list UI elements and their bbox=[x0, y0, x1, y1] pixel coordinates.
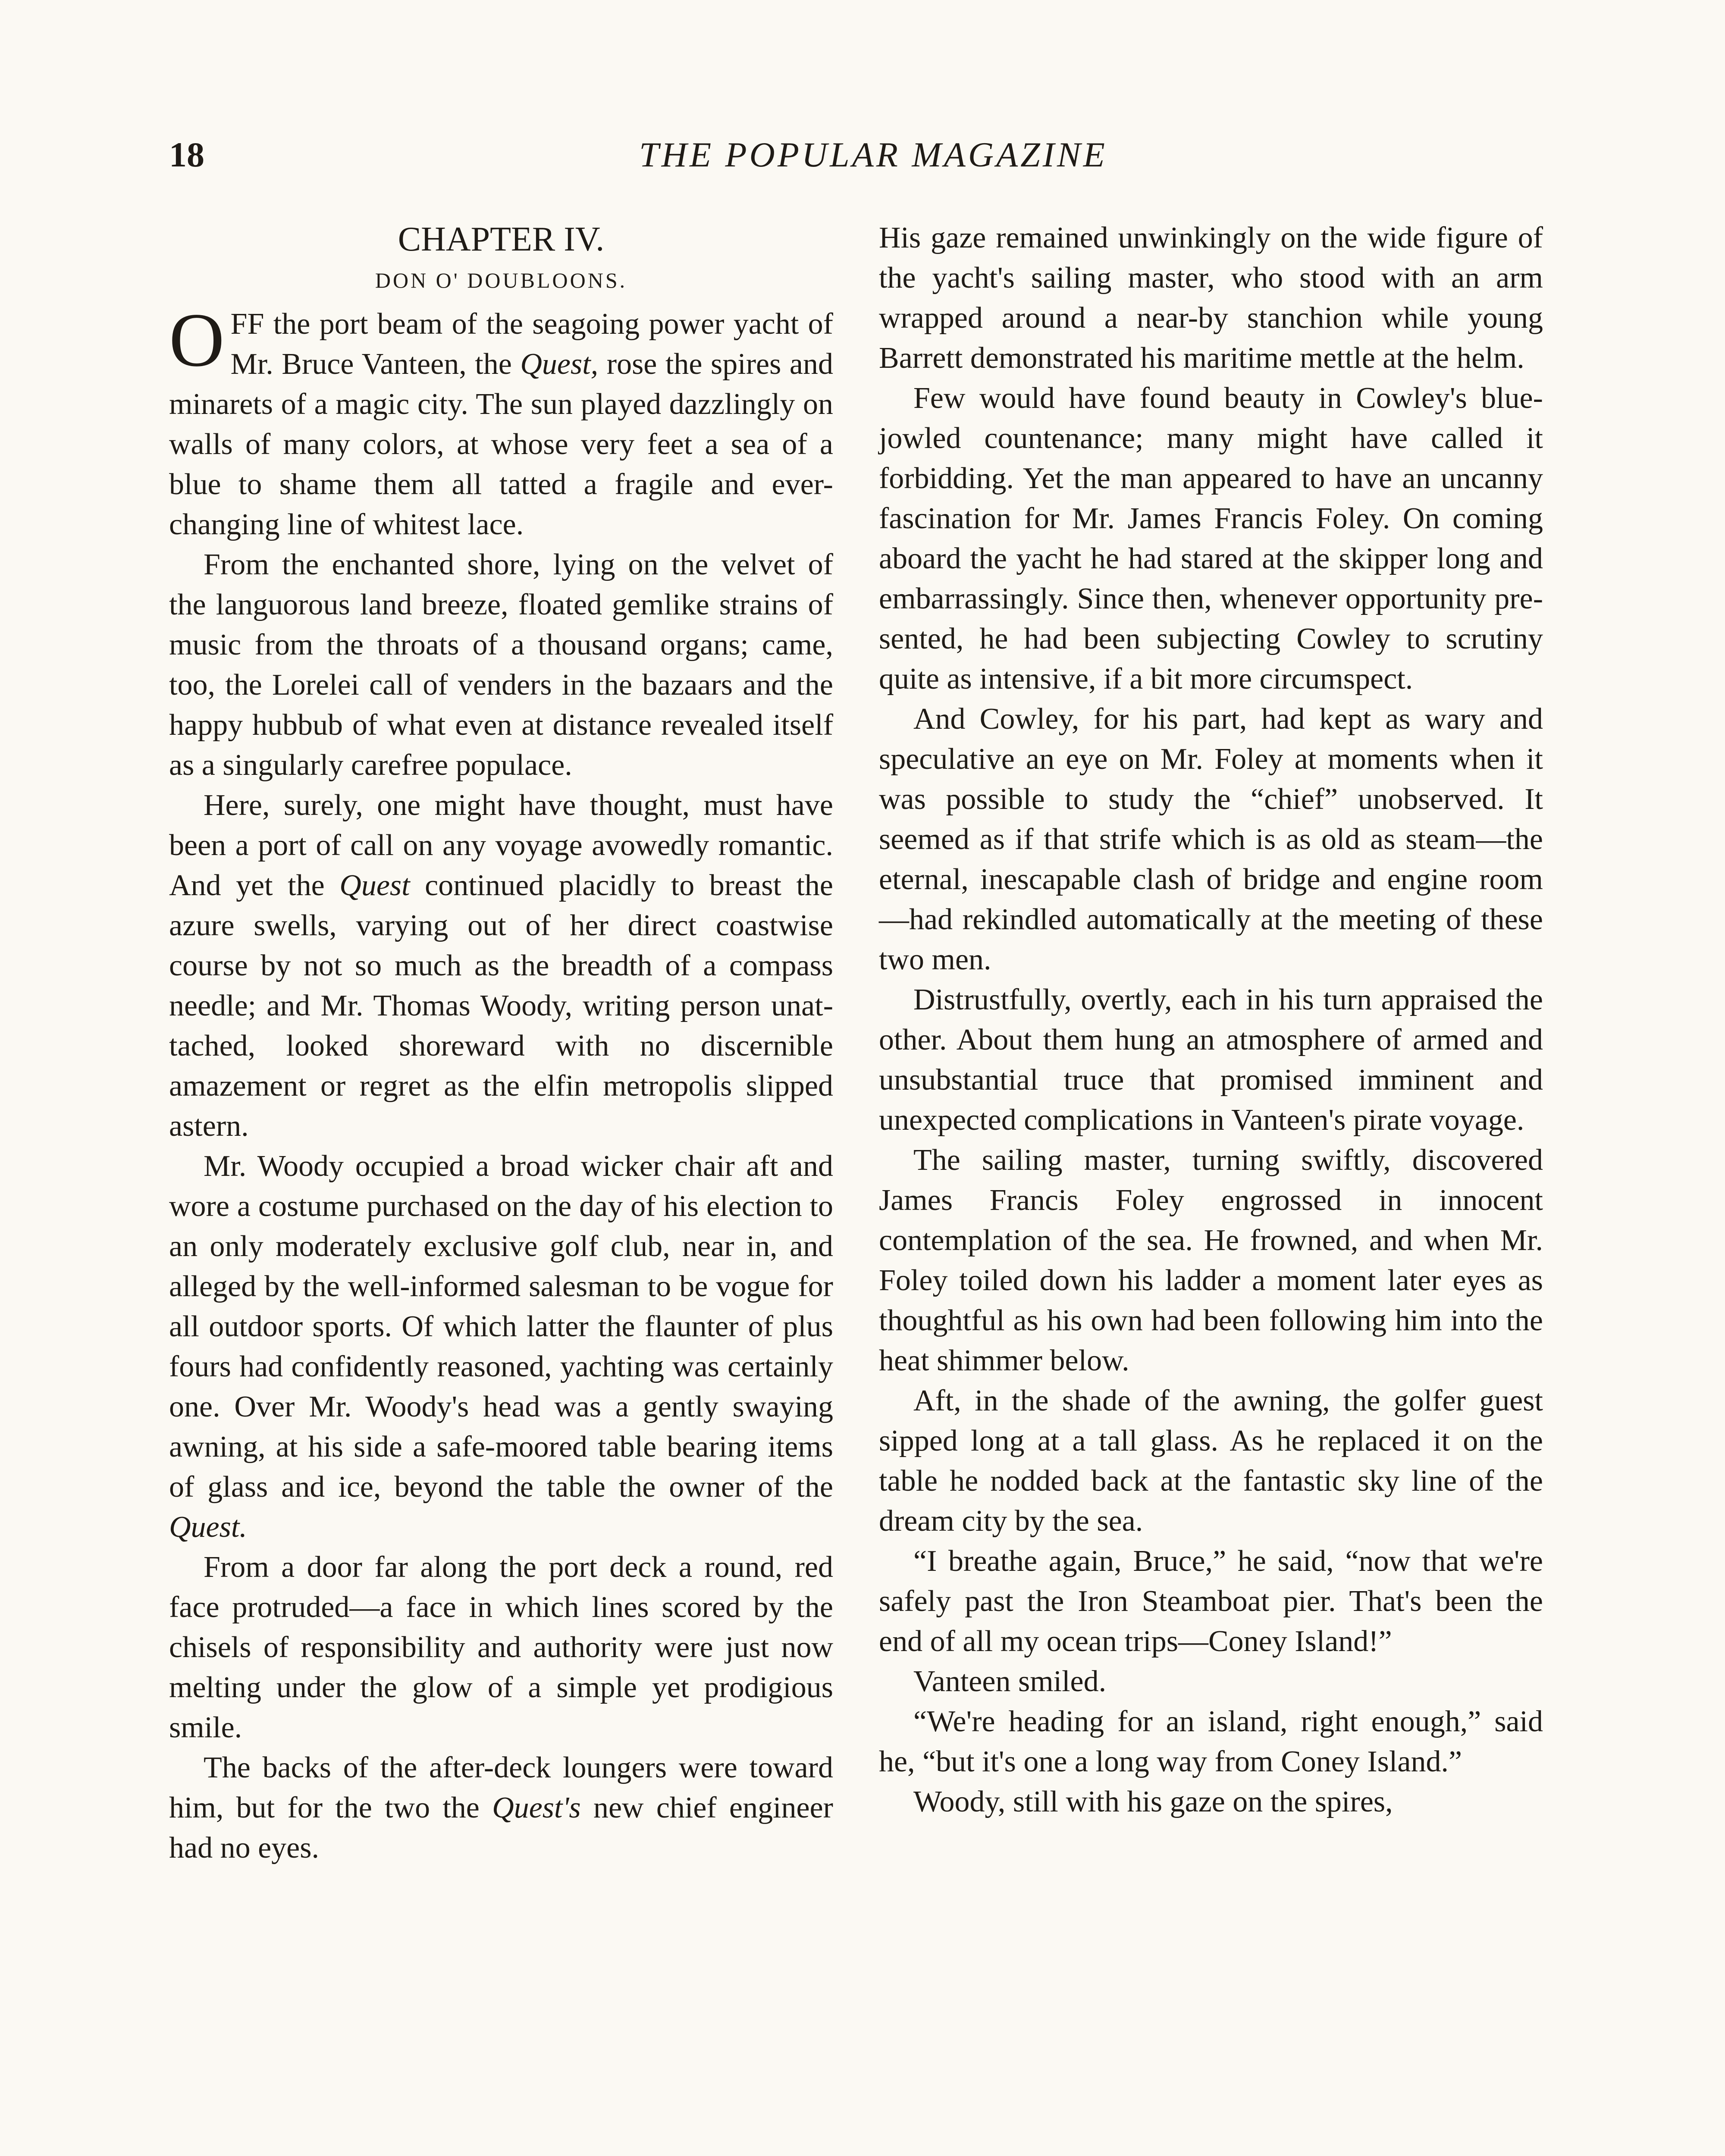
right-column bbox=[879, 218, 1543, 1822]
paragraph: Distrustfully, overtly, each in his turn appraised the other. About them hung an atmosphere of armed and unsubstantial truce that promised imminent and unexpected complications in Vanteen's pirate voyage. bbox=[879, 983, 1543, 1137]
paragraph: From a door far along the port deck a round, red face protruded—a face in which lines scored by the chisels of responsibility and authority were just now melting under the glow of a simple yet prodigious smile. bbox=[169, 1551, 833, 1744]
italic-ship-name: Quest's bbox=[492, 1791, 581, 1824]
paragraph: The sailing master, turning swiftly, discovered James Francis Foley engrossed in innocent contemplation of the sea. He frowned, and when Mr. Foley toiled down his ladder a moment later eyes as thoughtful as his own had been following him into the heat shimmer below. bbox=[879, 1144, 1543, 1377]
paragraph: From the enchanted shore, lying on the velvet of the languorous land breeze, floated gemlike strains of music from the throats of a thousand organs; came, too, the Lorelei call of venders in the bazaars and the happy hubbub of what even at distance revealed itself as a singularly carefree populace. bbox=[169, 548, 833, 782]
text-run: rose the spires and minarets of a magic city. The sun played dazzlingly on walls of many colors, at whose very feet a sea of a blue to shame them all tatted a fragile and ever-changing line of whitest lace. bbox=[169, 348, 833, 541]
text-run: Here, surely, one might have thought, must have been a port of call on any voyage avowedly romantic. And yet the bbox=[169, 789, 833, 902]
text-run: continued placidly to breast the azure swells, varying out of her direct coastwise course by not so much as the breadth of a compass needle; and Mr. Thomas Woody, writing person unattached, looked shoreward with no discernible amazement or regret as the elfin metropolis slipped astern. bbox=[169, 869, 833, 1143]
paragraph bbox=[169, 785, 833, 1146]
left-column bbox=[169, 218, 833, 1868]
paragraph bbox=[169, 297, 833, 545]
text-run: FF the port beam of the seagoing power yacht of Mr. Bruce Vanteen, the bbox=[230, 307, 833, 381]
drop-cap: O bbox=[169, 297, 225, 382]
paragraph: Few would have found beauty in Cowley's blue-jowled countenance; many might have called it forbidding. Yet the man appeared to have an uncanny fascination for Mr. James Francis Foley. On coming aboard the yacht he had stared at the skipper long and embarrassingly. Since then, whenever opportunity presented, he had been subjecting Cowley to scrutiny quite as intensive, if a bit more circumspect. bbox=[879, 382, 1543, 696]
text-run: Mr. Woody occupied a broad wicker chair aft and wore a costume purchased on the day of his election to an only moderately exclusive golf club, near in, and alleged by the well-informed salesman to be vogue for all outdoor sports. Of which latter the flaunter of plus fours had confidently reasoned, yachting was certainly one. Over Mr. Woody's head was a gently swaying awning, at his side a safe-moored table bearing items of glass and ice, beyond the table the owner of the bbox=[169, 1150, 833, 1504]
paragraph: And Cowley, for his part, had kept as wary and speculative an eye on Mr. Foley at moments when it was possible to study the “chief” unobserved. It seemed as if that strife which is as old as steam—the eternal, inescapable clash of bridge and engine room—had rekindled automatically at the meeting of these two men. bbox=[879, 702, 1543, 976]
page-number: 18 bbox=[169, 135, 204, 174]
paragraph: His gaze remained unwinkingly on the wide figure of the yacht's sailing master, who stood with an arm wrapped around a near-by stanchion while young Barrett demonstrated his maritime mettle at the helm. bbox=[879, 221, 1543, 375]
paragraph bbox=[169, 1748, 833, 1868]
italic-ship-name: Quest bbox=[339, 869, 410, 902]
italic-ship-name: Quest, bbox=[520, 348, 599, 381]
paragraph: “I breathe again, Bruce,” he said, “now that we're safely past the Iron Steamboat pier. That's been the end of all my ocean trips—Coney Island!” bbox=[879, 1545, 1543, 1658]
running-head: THE POPULAR MAGAZINE bbox=[639, 135, 1107, 174]
chapter-heading: CHAPTER IV. bbox=[398, 220, 605, 258]
text-run: new chief engineer had no eyes. bbox=[169, 1791, 833, 1865]
paragraph: Aft, in the shade of the awning, the golfer guest sipped long at a tall glass. As he replaced it on the table he nodded back at the fantastic sky line of the dream city by the sea. bbox=[879, 1384, 1543, 1538]
text-run: The backs of the after-deck loungers were toward him, but for the two the bbox=[169, 1751, 833, 1824]
paragraph: Vanteen smiled. bbox=[913, 1665, 1107, 1698]
paragraph bbox=[169, 1146, 833, 1547]
paragraph: Woody, still with his gaze on the spires, bbox=[913, 1785, 1393, 1818]
chapter-subtitle: DON O' DOUBLOONS. bbox=[375, 268, 627, 292]
paragraph: “We're heading for an island, right enough,” said he, “but it's one a long way from Coney Island.” bbox=[879, 1705, 1543, 1778]
italic-ship-name: Quest. bbox=[169, 1510, 247, 1544]
